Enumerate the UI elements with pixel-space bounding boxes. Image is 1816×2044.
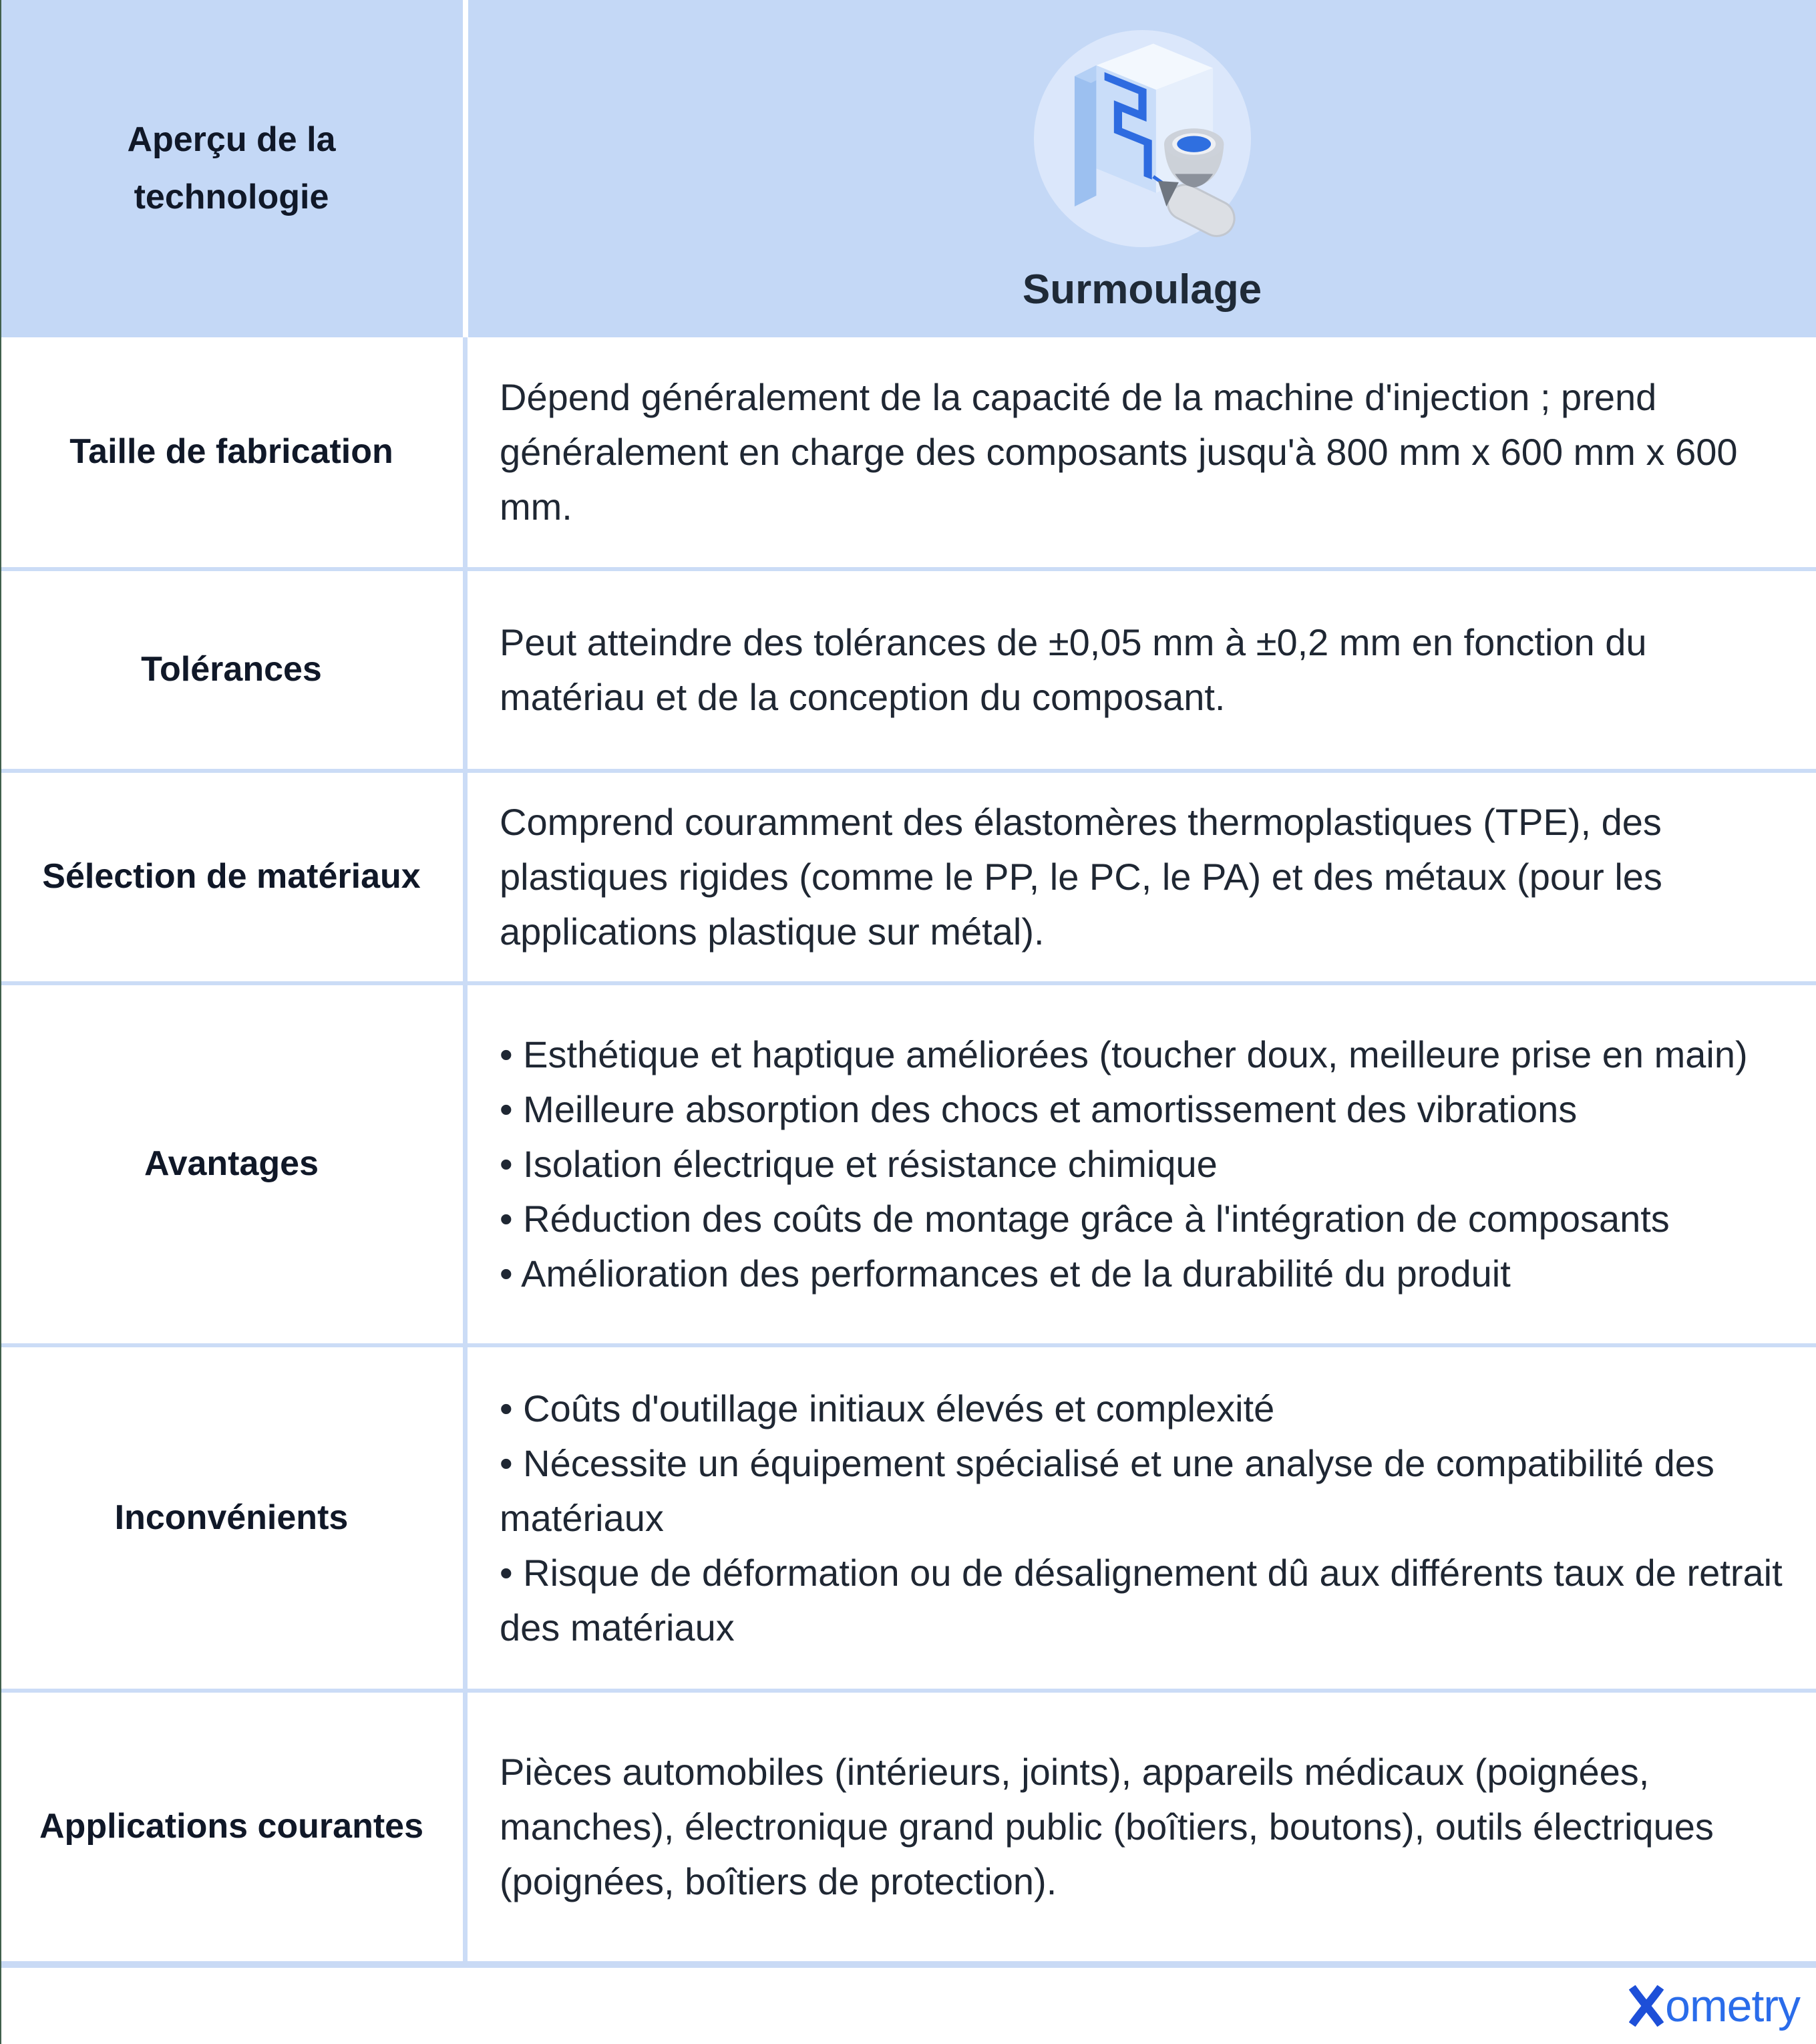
bullet-item: • Réduction des coûts de montage grâce à l'intégration de composants: [500, 1198, 1670, 1240]
row-label: Inconvénients: [114, 1498, 349, 1537]
table-row-tolerances: [0, 571, 1816, 773]
row-label-cell: [0, 773, 463, 981]
row-content-cell: [463, 1693, 1816, 1961]
row-content-cell: [463, 1347, 1816, 1689]
row-label: Taille de fabrication: [69, 432, 393, 472]
row-content-cell: [463, 337, 1816, 567]
bullet-item: • Coûts d'outillage initiaux élevés et complexité: [500, 1387, 1275, 1429]
left-edge-line: [0, 0, 1, 2044]
bullet-item: • Esthétique et haptique améliorées (toucher doux, meilleure prise en main): [500, 1033, 1748, 1075]
table-header-row: [0, 0, 1816, 337]
table-row-common-applications: [0, 1693, 1816, 1968]
xometry-logo: [1629, 1983, 1800, 2029]
bullet-item: • Risque de déformation ou de désalignement dû aux différents taux de retrait des matériaux: [500, 1551, 1783, 1649]
overview-title: Aperçu de la technologie: [127, 120, 336, 216]
footer: [0, 1968, 1816, 2044]
row-content-text: Dépend généralement de la capacité de la machine d'injection ; prend généralement en charge des composants jusqu'à 800 mm x 600 mm x 600 mm.: [500, 376, 1738, 528]
row-label: Tolérances: [141, 650, 322, 689]
row-label-cell: [0, 1693, 463, 1961]
row-content-text: Peut atteindre des tolérances de ±0,05 mm à ±0,2 mm en fonction du matériau et de la conception du composant.: [500, 621, 1647, 718]
row-label-cell: [0, 985, 463, 1343]
row-label: Sélection de matériaux: [42, 857, 421, 896]
technology-name: Surmoulage: [1022, 266, 1262, 313]
table-row-disadvantages: [0, 1347, 1816, 1693]
overmolding-mold-icon: [1034, 30, 1251, 247]
row-content-text: Comprend couramment des élastomères thermoplastiques (TPE), des plastiques rigides (comme le PP, le PC, le PA) et des métaux (pour les applications plastique sur métal).: [500, 801, 1662, 953]
table-row-build-size: [0, 337, 1816, 571]
xometry-wordmark: ometry: [1665, 1981, 1800, 2031]
row-label-cell: [0, 337, 463, 567]
row-content-cell: [463, 773, 1816, 981]
row-label: Avantages: [144, 1144, 319, 1184]
bullet-item: • Amélioration des performances et de la durabilité du produit: [500, 1252, 1511, 1295]
header-overview-cell: [0, 0, 463, 337]
row-content-cell: [463, 571, 1816, 769]
bullet-item: • Meilleure absorption des chocs et amortissement des vibrations: [500, 1088, 1578, 1130]
row-label-cell: [0, 1347, 463, 1689]
row-content-text: Pièces automobiles (intérieurs, joints), appareils médicaux (poignées, manches), électronique grand public (boîtiers, boutons), outils électriques (poignées, boîtiers de protection).: [500, 1751, 1714, 1902]
bullet-item: • Nécessite un équipement spécialisé et une analyse de compatibilité des matériaux: [500, 1441, 1714, 1539]
row-label: Applications courantes: [39, 1807, 423, 1846]
row-label-cell: [0, 571, 463, 769]
table-row-material-selection: [0, 773, 1816, 985]
bullet-item: • Isolation électrique et résistance chimique: [500, 1143, 1218, 1185]
xometry-x-icon: [1629, 1985, 1664, 2027]
header-technology-cell: [463, 0, 1816, 337]
row-content-cell: [463, 985, 1816, 1343]
table-row-advantages: [0, 985, 1816, 1347]
